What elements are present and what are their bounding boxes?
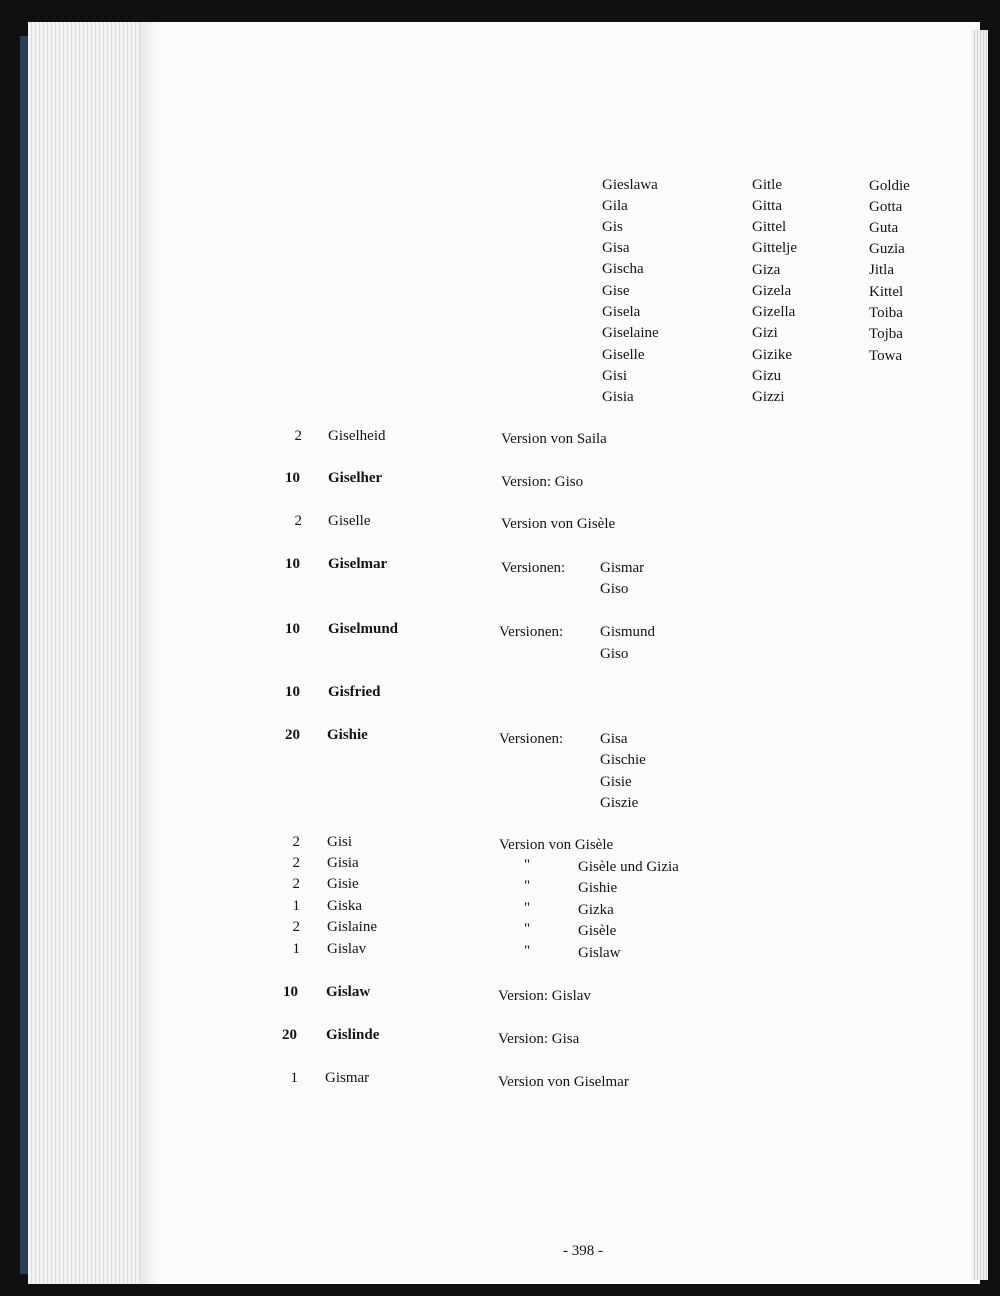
entry-name: Gislaw: [326, 984, 371, 1000]
entry-name: Giselher: [328, 470, 383, 486]
entry-count: 2: [292, 834, 300, 850]
entry-count: 2: [294, 428, 302, 444]
top-name: Gizike: [752, 347, 792, 363]
version-name: Gisa: [600, 731, 628, 747]
entry-name: Gislav: [327, 941, 367, 957]
top-name: Gittel: [752, 219, 787, 235]
entry-description: Versionen:: [501, 560, 566, 576]
ditto-mark: ": [524, 857, 531, 873]
entry-count: 2: [292, 876, 300, 892]
version-name: Gischie: [600, 752, 646, 768]
entry-description: Version von Giselmar: [498, 1074, 629, 1090]
entry-description: Version von Saila: [501, 431, 607, 447]
entry-name: Gislinde: [326, 1027, 380, 1043]
top-name: Giselle: [602, 347, 645, 363]
entry-description: Version von Gisèle: [501, 516, 616, 532]
top-name: Gisa: [602, 240, 630, 256]
top-name: Giselaine: [602, 325, 659, 341]
entry-count: 1: [292, 898, 300, 914]
version-name: Gismar: [600, 560, 645, 576]
version-name: Gisie: [600, 774, 632, 790]
top-name: Towa: [869, 348, 903, 364]
entry-name: Giselmund: [328, 621, 399, 637]
entry-count: 2: [292, 919, 300, 935]
entry-description: Gislaw: [578, 945, 621, 961]
entry-count: 10: [285, 621, 300, 637]
entry-count: 2: [294, 513, 302, 529]
top-name: Gisela: [602, 304, 641, 320]
top-name: Guta: [869, 220, 899, 236]
entry-count: 2: [292, 855, 300, 871]
entry-description: Versionen:: [499, 624, 564, 640]
entry-name: Gisfried: [328, 684, 381, 700]
top-name: Gotta: [869, 199, 903, 215]
entry-description: Gishie: [578, 880, 618, 896]
top-name: Guzia: [869, 241, 905, 257]
top-name: Gis: [602, 219, 623, 235]
top-name: Giza: [752, 262, 781, 278]
top-name: Gizzi: [752, 389, 785, 405]
top-name: Gizu: [752, 368, 782, 384]
top-name: Gizella: [752, 304, 796, 320]
entry-name: Gislaine: [327, 919, 377, 935]
top-name: Gitle: [752, 177, 782, 193]
entry-count: 1: [290, 1070, 298, 1086]
entry-count: 20: [285, 727, 300, 743]
entry-count: 10: [283, 984, 298, 1000]
entry-count: 10: [285, 470, 300, 486]
page-right-edge: [972, 30, 988, 1280]
version-name: Giso: [600, 581, 629, 597]
ditto-mark: ": [524, 943, 531, 959]
top-name: Gisia: [602, 389, 634, 405]
top-name: Gittelje: [752, 240, 797, 256]
spine-shadow: [140, 22, 158, 1284]
entry-description: Gisèle: [578, 923, 617, 939]
page-stack-edges: [28, 22, 148, 1284]
entry-description: Version: Gislav: [498, 988, 591, 1004]
top-name: Toiba: [869, 305, 903, 321]
entry-name: Giska: [327, 898, 362, 914]
entry-description: Gisèle und Gizia: [578, 859, 679, 875]
entry-name: Gishie: [327, 727, 368, 743]
entry-count: 10: [285, 556, 300, 572]
top-name: Gizi: [752, 325, 778, 341]
top-name: Gizela: [752, 283, 792, 299]
entry-count: 10: [285, 684, 300, 700]
entry-name: Gisie: [327, 876, 359, 892]
version-name: Giszie: [600, 795, 639, 811]
version-name: Giso: [600, 646, 629, 662]
top-name: Gischa: [602, 261, 644, 277]
entry-count: 1: [292, 941, 300, 957]
entry-description: Versionen:: [499, 731, 564, 747]
entry-description: Version: Giso: [501, 474, 584, 490]
ditto-mark: ": [524, 921, 531, 937]
entry-name: Giselheid: [328, 428, 386, 444]
entry-description: Version von Gisèle: [499, 837, 614, 853]
entry-name: Gismar: [325, 1070, 370, 1086]
top-name: Kittel: [869, 284, 904, 300]
top-name: Tojba: [869, 326, 903, 342]
top-name: Gise: [602, 283, 630, 299]
entry-count: 20: [282, 1027, 297, 1043]
book-page: [140, 22, 980, 1284]
entry-description: Version: Gisa: [498, 1031, 580, 1047]
entry-name: Giselle: [328, 513, 371, 529]
top-name: Gieslawa: [602, 177, 658, 193]
ditto-mark: ": [524, 878, 531, 894]
top-name: Gila: [602, 198, 628, 214]
entry-name: Giselmar: [328, 556, 388, 572]
entry-name: Gisia: [327, 855, 359, 871]
top-name: Gitta: [752, 198, 782, 214]
page-number: - 398 -: [563, 1243, 603, 1259]
top-name: Goldie: [869, 178, 910, 194]
top-name: Jitla: [869, 262, 894, 278]
entry-name: Gisi: [327, 834, 353, 850]
ditto-mark: ": [524, 900, 531, 916]
version-name: Gismund: [600, 624, 656, 640]
entry-description: Gizka: [578, 902, 614, 918]
top-name: Gisi: [602, 368, 628, 384]
